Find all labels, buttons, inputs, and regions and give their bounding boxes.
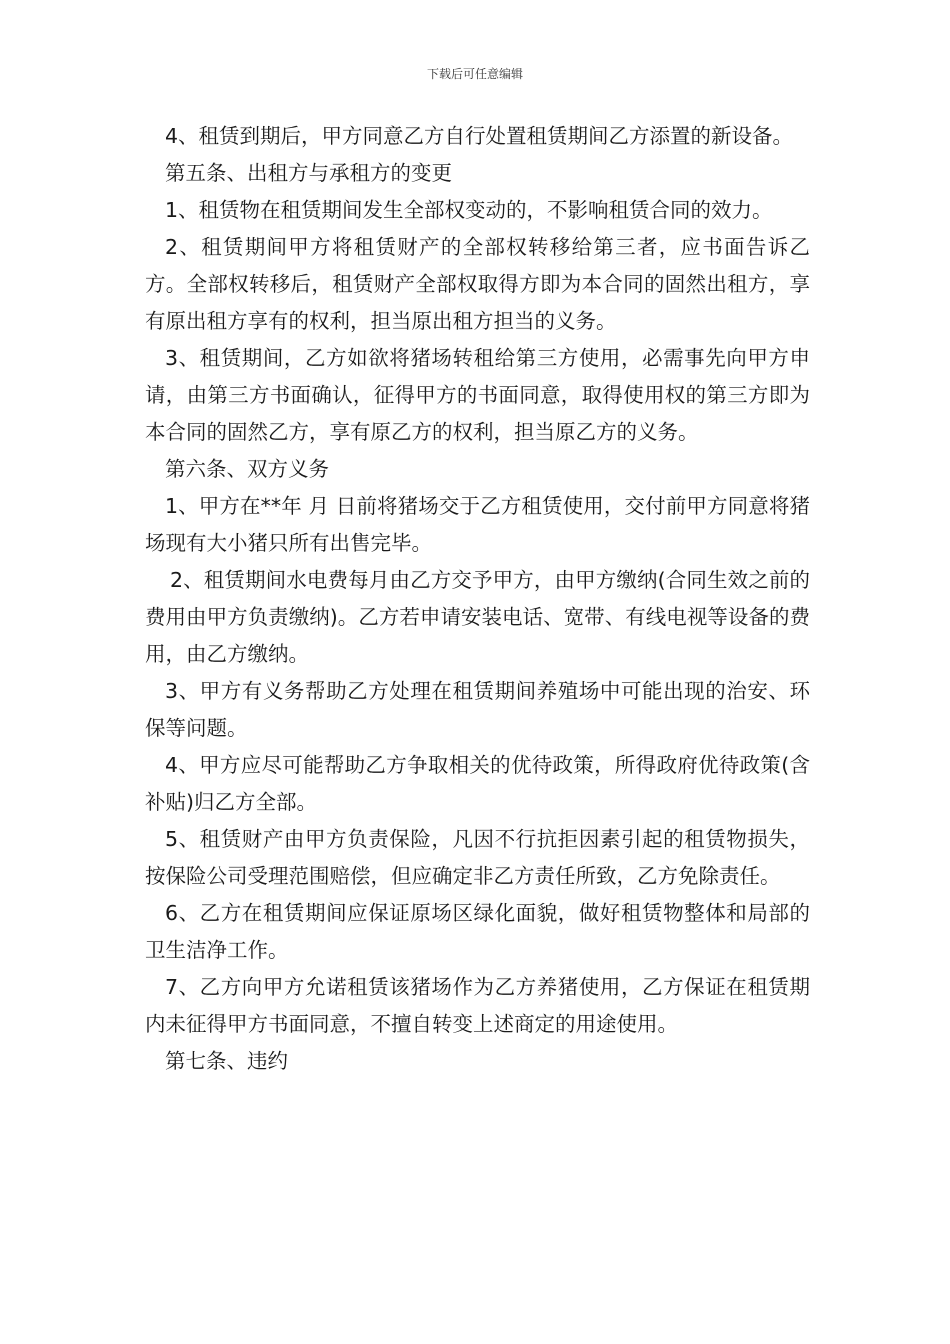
paragraph-clause-5-3: 3、租赁期间，乙方如欲将猪场转租给第三方使用，必需事先向甲方申请，由第三方书面确认，征得甲方的书面同意，取得使用权的第三方即为本合同的固然乙方，享有原乙方的权利，担当原乙方的义务。 [145, 346, 810, 444]
paragraph-clause-6-3: 3、甲方有义务帮助乙方处理在租赁期间养殖场中可能出现的治安、环保等问题。 [145, 679, 810, 740]
page-header: 下载后可任意编辑 [426, 67, 523, 81]
section-heading-article-6: 第六条、双方义务 [165, 457, 329, 481]
paragraph-clause-4-4: 4、租赁到期后，甲方同意乙方自行处置租赁期间乙方添置的新设备。 [165, 124, 794, 148]
paragraph-clause-6-1: 1、甲方在**年 月 日前将猪场交于乙方租赁使用，交付前甲方同意将猪场现有大小猪只所有出售完毕。 [145, 494, 810, 555]
paragraph-clause-6-7: 7、乙方向甲方允诺租赁该猪场作为乙方养猪使用，乙方保证在租赁期内未征得甲方书面同意，不擅自转变上述商定的用途使用。 [145, 975, 810, 1036]
paragraph-clause-6-6: 6、乙方在租赁期间应保证原场区绿化面貌，做好租赁物整体和局部的卫生洁净工作。 [145, 901, 810, 962]
section-heading-article-5: 第五条、出租方与承租方的变更 [165, 161, 452, 185]
paragraph-clause-6-2: 2、租赁期间水电费每月由乙方交予甲方，由甲方缴纳(合同生效之前的费用由甲方负责缴纳)。乙方若申请安装电话、宽带、有线电视等设备的费用，由乙方缴纳。 [145, 568, 810, 666]
paragraph-clause-6-4: 4、甲方应尽可能帮助乙方争取相关的优待政策，所得政府优待政策(含补贴)归乙方全部。 [145, 753, 810, 814]
paragraph-clause-6-5: 5、租赁财产由甲方负责保险，凡因不行抗拒因素引起的租赁物损失，按保险公司受理范围赔偿，但应确定非乙方责任所致，乙方免除责任。 [145, 827, 810, 888]
document-body [145, 118, 810, 1080]
paragraph-clause-5-1: 1、租赁物在租赁期间发生全部权变动的，不影响租赁合同的效力。 [165, 198, 773, 222]
section-heading-article-7: 第七条、违约 [165, 1049, 288, 1073]
paragraph-clause-5-2: 2、租赁期间甲方将租赁财产的全部权转移给第三者，应书面告诉乙方。全部权转移后，租赁财产全部权取得方即为本合同的固然出租方，享有原出租方享有的权利，担当原出租方担当的义务。 [145, 235, 810, 333]
